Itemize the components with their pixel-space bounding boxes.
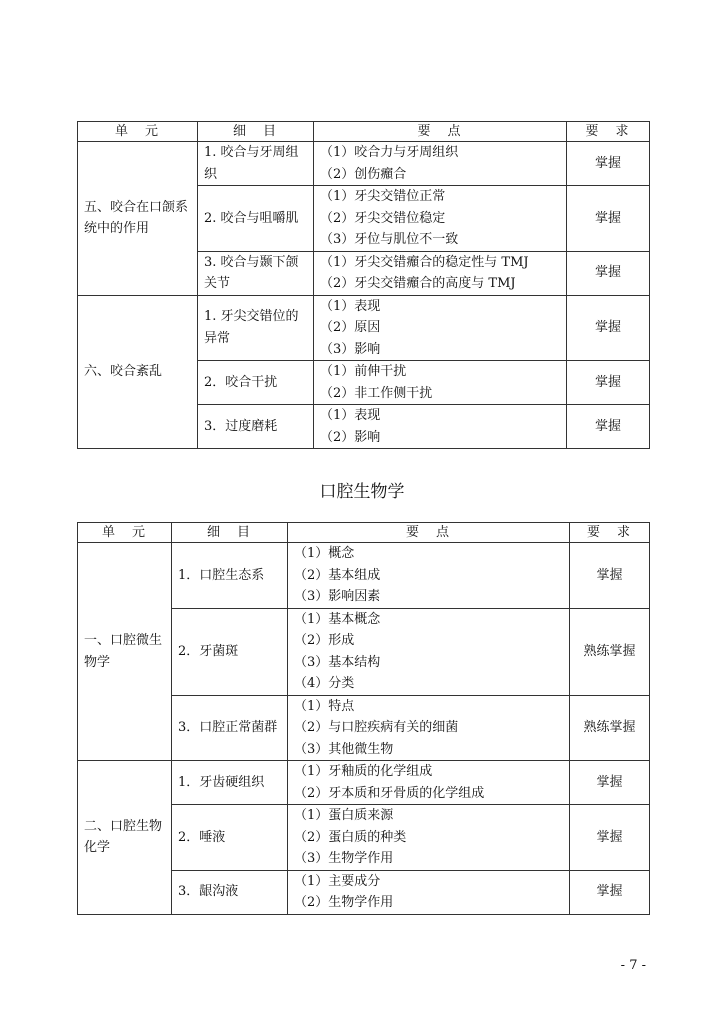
point-item: （1）蛋白质来源 <box>294 808 394 823</box>
table-header-row <box>78 122 650 142</box>
point-item: （1）牙尖交错㿗合的稳定性与 TMJ <box>320 254 529 270</box>
table-row <box>78 295 650 361</box>
unit-cell: 六、咬合紊乱 <box>78 295 198 449</box>
page-number: - 7 - <box>620 958 646 973</box>
point-item: （2）生物学作用 <box>294 895 394 910</box>
syllabus-table-oral-biology <box>77 522 650 915</box>
syllabus-table-occlusion <box>77 121 650 449</box>
table-row <box>78 761 650 805</box>
point-item: （2）与口腔疾病有关的细菌 <box>294 720 459 735</box>
unit-cell: 一、口腔微生物学 <box>78 543 172 761</box>
section-title: 口腔生物学 <box>319 482 405 502</box>
points-cell <box>288 761 570 805</box>
point-item: （2）影响 <box>320 429 381 445</box>
point-item: （2）原因 <box>320 320 381 335</box>
points-cell <box>314 186 567 252</box>
requirement-cell: 掌握 <box>567 295 650 361</box>
point-item: （2）牙尖交错位稳定 <box>320 210 446 226</box>
detail-cell: 1．牙齿硬组织 <box>172 761 288 805</box>
header-unit: 单 元 <box>78 122 198 142</box>
point-item: （1）概念 <box>294 546 355 561</box>
point-item: （2）牙尖交错㿗合的高度与 TMJ <box>320 276 516 291</box>
header-requirement: 要 求 <box>567 122 650 142</box>
points-cell <box>288 870 570 914</box>
requirement-cell: 掌握 <box>570 543 650 609</box>
header-points: 要 点 <box>288 523 570 543</box>
point-item: （3）影响 <box>320 341 381 357</box>
header-requirement: 要 求 <box>570 523 650 543</box>
point-item: （1）咬合力与牙周组织 <box>320 145 459 160</box>
detail-cell: 1．口腔生态系 <box>172 543 288 609</box>
requirement-cell: 掌握 <box>570 870 650 914</box>
point-item: （3）基本结构 <box>294 654 381 670</box>
point-item: （1）表现 <box>320 298 381 314</box>
requirement-cell: 掌握 <box>570 761 650 805</box>
requirement-cell: 熟练掌握 <box>570 695 650 761</box>
requirement-cell: 掌握 <box>567 142 650 186</box>
point-item: （2）非工作侧干扰 <box>320 385 433 401</box>
detail-cell: 3．口腔正常菌群 <box>172 695 288 761</box>
point-item: （1）主要成分 <box>294 873 381 889</box>
table-row <box>78 142 650 186</box>
point-item: （1）牙尖交错位正常 <box>320 189 446 204</box>
point-item: （1）前伸干扰 <box>320 364 407 379</box>
points-cell <box>314 295 567 361</box>
points-cell <box>288 543 570 609</box>
detail-cell: 3．过度磨耗 <box>198 405 314 449</box>
detail-cell: 3．龈沟液 <box>172 870 288 914</box>
point-item: （2）基本组成 <box>294 567 381 583</box>
point-item: （1）基本概念 <box>294 611 381 627</box>
header-detail: 细 目 <box>198 122 314 142</box>
detail-cell: 2．牙菌斑 <box>172 608 288 695</box>
points-cell <box>314 142 567 186</box>
detail-cell: 2. 咬合与咀嚼肌 <box>198 186 314 252</box>
point-item: （3）生物学作用 <box>294 851 394 866</box>
point-item: （3）其他微生物 <box>294 741 394 757</box>
detail-cell: 2．咬合干扰 <box>198 361 314 405</box>
points-cell <box>288 805 570 871</box>
unit-cell: 五、咬合在口颌系统中的作用 <box>78 142 198 296</box>
points-cell <box>288 695 570 761</box>
table-row <box>78 543 650 609</box>
requirement-cell: 掌握 <box>570 805 650 871</box>
requirement-cell: 熟练掌握 <box>570 608 650 695</box>
point-item: （2）形成 <box>294 633 355 648</box>
point-item: （1）牙釉质的化学组成 <box>294 764 433 779</box>
detail-cell: 3. 咬合与颞下颌关节 <box>198 251 314 295</box>
point-item: （1）特点 <box>294 698 355 714</box>
requirement-cell: 掌握 <box>567 251 650 295</box>
point-item: （2）创伤㿗合 <box>320 166 407 182</box>
requirement-cell: 掌握 <box>567 186 650 252</box>
point-item: （2）牙本质和牙骨质的化学组成 <box>294 785 485 801</box>
detail-cell: 2．唾液 <box>172 805 288 871</box>
header-detail: 细 目 <box>172 523 288 543</box>
points-cell <box>314 405 567 449</box>
point-item: （2）蛋白质的种类 <box>294 829 407 845</box>
unit-cell: 二、口腔生物化学 <box>78 761 172 915</box>
table-header-row <box>78 523 650 543</box>
points-cell <box>314 251 567 295</box>
points-cell <box>314 361 567 405</box>
requirement-cell: 掌握 <box>567 361 650 405</box>
point-item: （4）分类 <box>294 676 355 691</box>
header-unit: 单 元 <box>78 523 172 543</box>
point-item: （3）影响因素 <box>294 589 381 604</box>
detail-cell: 1. 牙尖交错位的异常 <box>198 295 314 361</box>
header-points: 要 点 <box>314 122 567 142</box>
point-item: （3）牙位与肌位不一致 <box>320 232 459 247</box>
detail-cell: 1. 咬合与牙周组织 <box>198 142 314 186</box>
point-item: （1）表现 <box>320 408 381 423</box>
requirement-cell: 掌握 <box>567 405 650 449</box>
points-cell <box>288 608 570 695</box>
